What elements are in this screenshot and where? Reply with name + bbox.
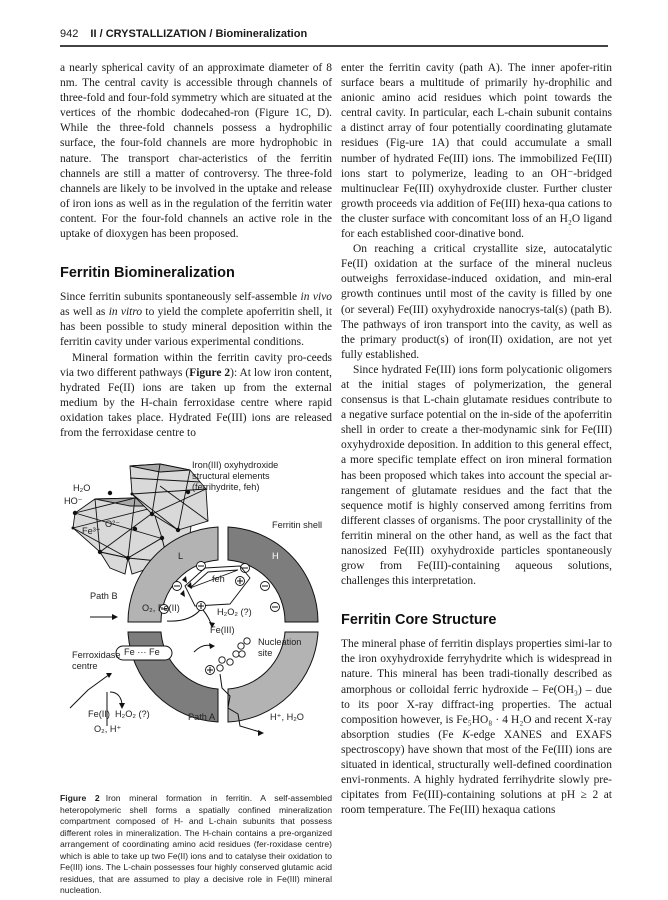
running-header xyxy=(60,28,608,44)
intro-paragraph: a nearly spherical cavity of an approximate diameter of 8 nm. The central cavity is accessible through channels of three-fold and four-fold symmetry which are situated at the vertices of the rhombic dodecahed-ron (Figure 1C, D). While the three-fold channels possess a hydrophilic surface, the four-fold channels are more hydrophobic in nature. The transport char-acteristics of the ferritin channels are still a matter of controversy. The three-fold channels are likely to be involved in the uptake and release of iron ions as well as in the regulation of the ferritin water content. For the four-fold channels an active role in the uptake of dioxygen has been proposed. xyxy=(60,62,332,241)
figure-label-o2-h: O₂, H⁺ xyxy=(94,724,122,734)
italic-term: K xyxy=(462,728,470,741)
figure-label-feh: feh xyxy=(212,574,225,584)
text-run: Since ferritin subunits spontaneously self-assemble xyxy=(60,291,301,304)
running-title: II / CRYSTALLIZATION / Biomineralization xyxy=(90,28,308,40)
text-run: Mineral formation within the ferritin cavity pro-ceeds via two different pathways ( xyxy=(60,351,332,379)
figure-label-nucleation: Nucleation xyxy=(258,637,302,647)
figure-label-oxide-ion: O²⁻ xyxy=(105,519,121,529)
figure-label-water: H₂O xyxy=(73,483,91,493)
figure-label-centre: centre xyxy=(72,661,98,671)
left-column xyxy=(60,61,332,441)
figure-reference-link[interactable]: Figure 2 xyxy=(189,366,231,379)
figure-caption xyxy=(60,793,332,897)
figure-label-oxyhydroxide: Iron(III) oxyhydroxide xyxy=(192,460,279,470)
figure-label-h2o2-top: H₂O₂ (?) xyxy=(217,607,252,617)
figure-caption-text: Iron mineral formation in ferritin. A self-assembled heteropolymeric shell forms a spatially confined mineralization compartment composed of H- and L-chain subunits that possess different roles in mineralization. The H-chain contains a pre-organized arrangement of coordinating amino acid residues (fer-roxidase centre) which is able to take up two Fe(II) ions and to catalyse their oxidation to Fe(III) ions. The L-chain possesses four highly conserved glutamic acid residues, that are assumed to play a decisive role in Fe(III) mineral nucleation. xyxy=(60,793,332,895)
paragraph: Since hydrated Fe(III) ions form polycationic oligomers at the initial stages of polymerization, the general consensus is that L-chain glutamate residues contribute to a negative surface potential on the in-side of the apoferritin shell in order to create a ther-modynamic sink for Fe(III) oxyhydroxide deposition. In addition to this general effect, a more specific template effect on iron mineral formation has been proposed which takes into account the special ar-rangement of glutamate residues and the fact that the sequence motif is highly conserved among ferritins from different classes of organisms. The poor crystallinity of the ferritin mineral on the other hand, as well as the fact that nanosized Fe(III) oxyhydroxide particles spontaneously grow from Fe(III)-containing aqueous solutions, challenges this interpretation. xyxy=(341,363,612,588)
text-run: ): At low iron content, hydrated Fe(II) ions are taken up from the external medium by the H-chain ferroxidase centre where rapid oxidation takes place. Hydrated Fe(III) ions are released from the ferroxidase centre to xyxy=(60,366,332,439)
figure-label-ferritin-shell: Ferritin shell xyxy=(272,520,323,530)
figure-caption-label: Figure 2 xyxy=(60,793,100,803)
italic-term: in vitro xyxy=(108,306,143,319)
right-column xyxy=(341,61,612,818)
section-heading-ferritin-core-structure: Ferritin Core Structure xyxy=(341,612,497,629)
paragraph xyxy=(60,351,332,442)
section-heading-ferritin-biomineralization: Ferritin Biomineralization xyxy=(60,265,235,282)
figure-2 xyxy=(60,456,332,782)
figure-label-h2o2-bottom: H₂O₂ (?) xyxy=(115,709,150,719)
figure-label-fe3: Fe(III) xyxy=(210,625,235,635)
page-number: 942 xyxy=(60,28,79,40)
figure-label-ferrihydrite: (ferrihydrite, feh) xyxy=(192,482,260,492)
paragraph xyxy=(60,290,332,350)
figure-label-h-h2o: H⁺, H₂O xyxy=(270,712,304,722)
figure-label-site: site xyxy=(258,648,273,658)
paragraph xyxy=(341,637,612,818)
figure-label-fe-fe: Fe ··· Fe xyxy=(124,647,160,657)
figure-label-h-chain: H xyxy=(272,551,279,561)
figure-label-iron-ion: Fe³⁺ xyxy=(82,526,101,536)
paragraph: On reaching a critical crystallite size, autocatalytic Fe(II) oxidation at the surface of the mineral nucleus outweighs ferroxidase-induced oxidation, and min-eral growth continues until most of the cavity is filled by one (or several) Fe(III) oxyhydroxide nanocrys-tal(s) (path B). The pathways of iron transport into the cavity, as well as the primary product(s) of iron(II) oxidation, are not yet fully established. xyxy=(341,243,612,361)
figure-label-l-chain: L xyxy=(178,551,184,561)
figure-label-o2-fe2: O₂, Fe(II) xyxy=(142,603,180,613)
figure-label-path-a: Path A xyxy=(188,712,216,722)
figure-label-structural: structural elements xyxy=(192,471,270,481)
text-run: to yield the complete apoferritin shell, it has been possible to study mineral deposition within the ferritin cavity under various experimental conditions. xyxy=(60,306,332,349)
text-run: The mineral phase of ferritin displays properties simi-lar to the iron oxyhydroxide ferryhydrite which is widespread in nature. This mineral has been tradi-tionally described as amorphous or colloidal ferric hydroxide – Fe(OH₃) – due to its poor X-ray diffract-ing properties. The actual composition however, is Fe₅HO₈ · 4 H₂O and recent X-ray absorption studies (Fe xyxy=(341,638,612,741)
paragraph: enter the ferritin cavity (path A). The inner apofer-ritin surface bears a multitude of primarily hy-drophilic and anionic amino acid residues which point towards the central cavity. In particular, each L-chain subunit contains a distinct array of four potentially coordinating glutamate residues (Fig-ure 1A) that could accumulate a small number of hydrated Fe(III) ions. The immobilized Fe(III) ions start to polymerize, leading to an OH⁻-bridged multinuclear Fe(III) oxyhydroxide cluster. Further cluster growth proceeds via addition of Fe(III) hexa-qua cations to the cluster surface with concomitant loss of an H₂O ligand for each established coor-dinative bond. xyxy=(341,62,612,241)
figure-label-hydroxide: HO⁻ xyxy=(64,496,83,506)
italic-term: in vivo xyxy=(300,291,332,304)
header-rule xyxy=(60,45,608,47)
figure-label-fe2-bottom: Fe(II) xyxy=(88,709,110,719)
text-run: as well as xyxy=(60,306,109,319)
text-run: -edge XANES and EXAFS spectroscopy) have shown that most of the Fe(III) ions are situated in identical, structurally well-defined coordination envi-ronments. A highly hydrated ferrihydrite slowly pre-cipitates from Fe(III)-containing solutions at pH ≥ 2 at room temperature. The Fe(III) hexaqua cations xyxy=(341,728,612,817)
figure-label-ferroxidase: Ferroxidase xyxy=(72,650,121,660)
figure-label-path-b: Path B xyxy=(90,591,118,601)
